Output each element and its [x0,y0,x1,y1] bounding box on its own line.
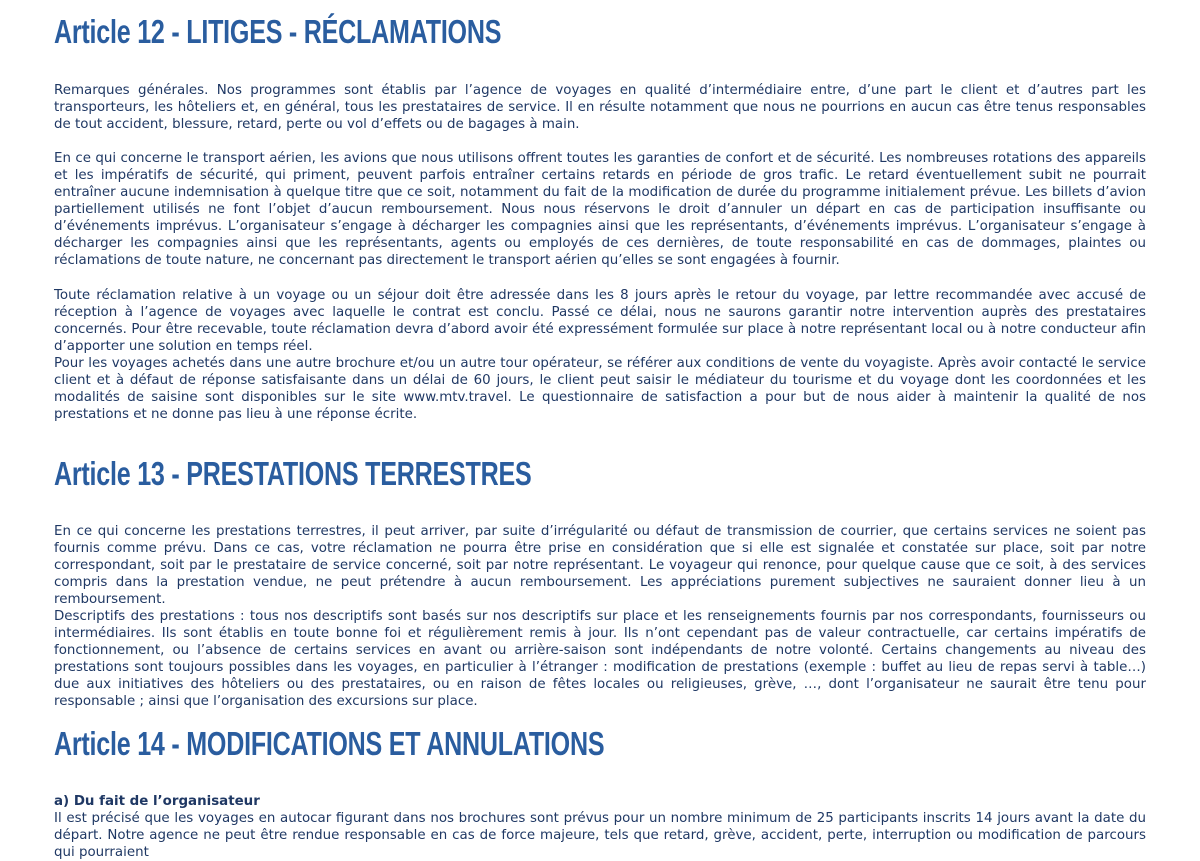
article-12-paragraph-3 [54,287,1146,423]
article-12-paragraph-1: Remarques générales. Nos programmes sont établis par l’agence de voyages en qualité d’intermédiaire entre, d’une part le client et d’autres part les transporteurs, les hôteliers et, en général, tous les prestataires de service. Il en résulte notamment que nous ne pourrions en aucun cas être tenus responsables de tout accident, blessure, retard, perte ou vol d’effets ou de bagages à main. [54,83,1146,132]
article-14-title: Article 14 - MODIFICATIONS ET ANNULATIONS [54,725,605,762]
article-14-subheading: a) Du fait de l’organisateur [54,794,260,809]
article-13-paragraph-1b: Descriptifs des prestations : tous nos descriptifs sont basés sur nos descriptifs sur place et les renseignements fournis par nos correspondants, fournisseurs ou intermédiaires. Ils sont établis en toute bonne foi et régulièrement remis à jour. Ils n’ont cependant pas de valeur contractuelle, car certains impératifs de fonctionnement, ou l’absence de certains services en avant ou arrière-saison sont indépendants de notre volonté. Certains changements au niveau des prestations sont toujours possibles dans les voyages, en particulier à l’étranger : modification de prestations (exemple : buffet au lieu de repas servi à table…) due aux initiatives des hôteliers ou des prestataires, ou en raison de fêtes locales ou religieuses, grève, …, dont l’organisateur ne saurait être tenu pour responsable ; ainsi que l’organisation des excursions sur place. [54,609,1146,709]
article-12-paragraph-3a: Toute réclamation relative à un voyage ou un séjour doit être adressée dans les 8 jours après le retour du voyage, par lettre recommandée avec accusé de réception à l’agence de voyages avec laquelle le contrat est conclu. Passé ce délai, nous ne saurons garantir notre intervention auprès des prestataires concernés. Pour être recevable, toute réclamation devra d’abord avoir été expressément formulée sur place à notre représentant local ou à notre conducteur afin d’apporter une solution en temps réel. [54,288,1146,354]
article-14-paragraph-1: Il est précisé que les voyages en autocar figurant dans nos brochures sont prévus pour un nombre minimum de 25 participants inscrits 14 jours avant la date du départ. Notre agence ne peut être rendue responsable en cas de force majeure, tels que retard, grève, accident, perte, interruption ou modification de parcours qui pourraient [54,811,1146,860]
article-13-paragraph-1 [54,523,1146,710]
article-12-paragraph-3b: Pour les voyages achetés dans une autre brochure et/ou un autre tour opérateur, se référer aux conditions de vente du voyagiste. Après avoir contacté le service client et à défaut de réponse satisfaisante dans un délai de 60 jours, le client peut saisir le médiateur du tourisme et du voyage dont les coordonnées et les modalités de saisine sont disponibles sur le site www.mtv.travel. Le questionnaire de satisfaction a pour but de nous aider à maintenir la qualité de nos prestations et ne donne pas lieu à une réponse écrite. [54,356,1146,422]
article-13-paragraph-1a: En ce qui concerne les prestations terrestres, il peut arriver, par suite d’irrégularité ou défaut de transmission de courrier, que certains services ne soient pas fournis comme prévu. Dans ce cas, votre réclamation ne pourra être prise en considération que si elle est signalée et constatée sur place, soit par notre correspondant, soit par le prestataire de service concerné, soit par notre représentant. Le voyageur qui renonce, pour quelque cause que ce soit, à des services compris dans la prestation vendue, ne peut prétendre à aucun remboursement. Les appréciations purement subjectives ne sauraient donner lieu à un remboursement. [54,524,1146,607]
article-12-paragraph-2: En ce qui concerne le transport aérien, les avions que nous utilisons offrent toutes les garanties de confort et de sécurité. Les nombreuses rotations des appareils et les impératifs de sécurité, qui priment, peuvent parfois entraîner certains retards en période de gros trafic. Le retard éventuellement subit ne pourrait entraîner aucune indemnisation à quelque titre que ce soit, notamment du fait de la modification de durée du programme initialement prévue. Les billets d’avion partiellement utilisés ne font l’objet d’aucun remboursement. Nous nous réservons le droit d’annuler un départ en cas de participation insuffisante ou d’événements imprévus. L’organisateur s’engage à décharger les compagnies ainsi que les représentants, d’événements imprévus. L’organisateur s’engage à décharger les compagnies ainsi que les représentants, agents ou employés de ces dernières, de toute responsabilité en cas de dommages, plaintes ou réclamations de toute nature, ne concernant pas directement le transport aérien qu’elles se sont engagées à fournir. [54,151,1146,268]
article-13-title: Article 13 - PRESTATIONS TERRESTRES [54,455,532,492]
article-12-title: Article 12 - LITIGES - RÉCLAMATIONS [54,13,502,50]
